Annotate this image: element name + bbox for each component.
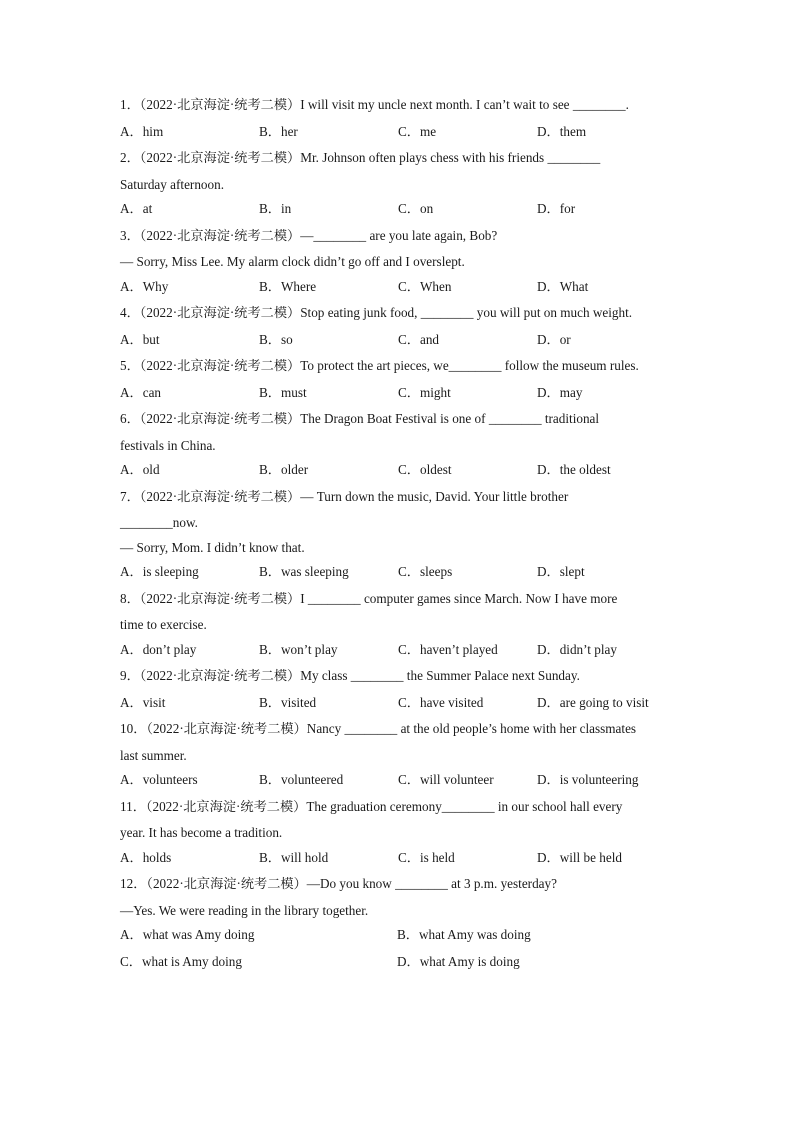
option-a: A．old bbox=[120, 462, 160, 477]
question-text: Saturday afternoon. bbox=[120, 176, 224, 192]
option-c: C．on bbox=[398, 201, 434, 216]
question-5 bbox=[120, 356, 680, 409]
question-text: 2．（2022·北京海淀·统考二模）Mr. Johnson often plays chess with his friends ________ bbox=[120, 150, 601, 165]
options-row bbox=[120, 199, 680, 226]
options-row bbox=[120, 640, 680, 667]
question-text: 12．（2022·北京海淀·统考二模）—Do you know ________ at 3 p.m. yesterday? bbox=[120, 876, 557, 891]
option-d: D．the oldest bbox=[537, 462, 611, 477]
options-row bbox=[120, 952, 680, 979]
option-b: B．won’t play bbox=[259, 641, 338, 657]
question-text: 6．（2022·北京海淀·统考二模）The Dragon Boat Festival is one of ________ traditional bbox=[120, 411, 600, 426]
option-c: C．and bbox=[398, 331, 440, 347]
option-b: B．visited bbox=[259, 694, 317, 710]
question-text: 1．（2022·北京海淀·统考二模）I will visit my uncle next month. I can’t wait to see ________. bbox=[120, 97, 629, 112]
option-d: D．may bbox=[537, 384, 583, 400]
question-list bbox=[120, 95, 680, 978]
question-text: 4．（2022·北京海淀·统考二模）Stop eating junk food, ________ you will put on much weight. bbox=[120, 305, 633, 320]
options-row bbox=[120, 562, 680, 589]
question-7 bbox=[120, 487, 680, 589]
options-row bbox=[120, 770, 680, 797]
question-8 bbox=[120, 589, 680, 667]
question-1 bbox=[120, 95, 680, 148]
option-b: B．volunteered bbox=[259, 772, 344, 787]
option-b: B．must bbox=[259, 384, 307, 400]
option-d: D．what Amy is doing bbox=[397, 953, 520, 969]
question-text: 8．（2022·北京海淀·统考二模）I ________ computer games since March. Now I have more bbox=[120, 590, 618, 606]
option-b: B．so bbox=[259, 331, 293, 347]
question-text: 5．（2022·北京海淀·统考二模）To protect the art pieces, we________ follow the museum rules. bbox=[120, 358, 639, 373]
question-text: — Sorry, Miss Lee. My alarm clock didn’t go off and I overslept. bbox=[120, 254, 465, 269]
options-row bbox=[120, 693, 680, 720]
option-a: A．don’t play bbox=[120, 641, 197, 657]
option-c: C．sleeps bbox=[398, 564, 453, 579]
options-row bbox=[120, 848, 680, 875]
options-row bbox=[120, 925, 680, 952]
option-d: D．are going to visit bbox=[537, 694, 649, 710]
option-a: A．volunteers bbox=[120, 772, 198, 787]
question-text: — Sorry, Mom. I didn’t know that. bbox=[120, 539, 305, 555]
option-c: C．me bbox=[398, 123, 437, 139]
question-6 bbox=[120, 409, 680, 487]
option-b: B．Where bbox=[259, 278, 317, 294]
question-12 bbox=[120, 874, 680, 978]
option-d: D．What bbox=[537, 278, 589, 294]
question-text: 9．（2022·北京海淀·统考二模）My class ________ the Summer Palace next Sunday. bbox=[120, 668, 580, 683]
question-9 bbox=[120, 666, 680, 719]
question-11 bbox=[120, 797, 680, 875]
option-b: B．in bbox=[259, 201, 292, 216]
option-b: B．older bbox=[259, 462, 309, 477]
option-c: C．will volunteer bbox=[398, 772, 494, 787]
question-4 bbox=[120, 303, 680, 356]
option-c: C．When bbox=[398, 278, 452, 294]
options-row bbox=[120, 122, 680, 149]
option-d: D．them bbox=[537, 123, 587, 139]
option-d: D．slept bbox=[537, 564, 585, 579]
question-text: last summer. bbox=[120, 747, 187, 763]
options-row bbox=[120, 460, 680, 487]
option-c: C．haven’t played bbox=[398, 641, 498, 657]
question-text: year. It has become a tradition. bbox=[120, 825, 283, 840]
option-a: A．at bbox=[120, 201, 153, 216]
question-text: ________now. bbox=[120, 515, 198, 530]
option-a: A．him bbox=[120, 123, 164, 139]
option-b: B．what Amy was doing bbox=[397, 927, 531, 942]
option-a: A．what was Amy doing bbox=[120, 927, 255, 942]
question-text: festivals in China. bbox=[120, 437, 216, 453]
option-a: A．but bbox=[120, 331, 160, 347]
option-c: C．might bbox=[398, 384, 451, 400]
question-text: 11．（2022·北京海淀·统考二模）The graduation ceremony________ in our school hall every bbox=[120, 798, 623, 814]
option-b: B．will hold bbox=[259, 849, 329, 865]
question-text: —Yes. We were reading in the library together. bbox=[120, 902, 369, 918]
option-d: D．will be held bbox=[537, 849, 622, 865]
question-text: 3．（2022·北京海淀·统考二模）—________ are you late again, Bob? bbox=[120, 227, 498, 243]
option-c: C．is held bbox=[398, 849, 455, 865]
option-b: B．her bbox=[259, 123, 298, 139]
option-c: C．oldest bbox=[398, 462, 452, 477]
option-a: A．Why bbox=[120, 278, 169, 294]
option-a: A．visit bbox=[120, 694, 166, 710]
question-2 bbox=[120, 148, 680, 226]
options-row bbox=[120, 277, 680, 304]
option-a: A．can bbox=[120, 384, 162, 400]
question-3 bbox=[120, 226, 680, 304]
option-d: D．is volunteering bbox=[537, 772, 639, 787]
option-a: A．is sleeping bbox=[120, 564, 199, 579]
options-row bbox=[120, 383, 680, 410]
option-d: D．didn’t play bbox=[537, 641, 617, 657]
option-c: C．have visited bbox=[398, 694, 484, 710]
question-text: 7．（2022·北京海淀·统考二模）— Turn down the music, David. Your little brother bbox=[120, 488, 569, 504]
question-10 bbox=[120, 719, 680, 797]
option-a: A．holds bbox=[120, 849, 172, 865]
question-text: time to exercise. bbox=[120, 617, 207, 632]
option-d: D．or bbox=[537, 331, 571, 347]
option-c: C．what is Amy doing bbox=[120, 953, 242, 969]
option-b: B．was sleeping bbox=[259, 564, 349, 579]
question-text: 10．（2022·北京海淀·统考二模）Nancy ________ at the old people’s home with her classmates bbox=[120, 721, 637, 736]
options-row bbox=[120, 330, 680, 357]
option-d: D．for bbox=[537, 201, 576, 216]
